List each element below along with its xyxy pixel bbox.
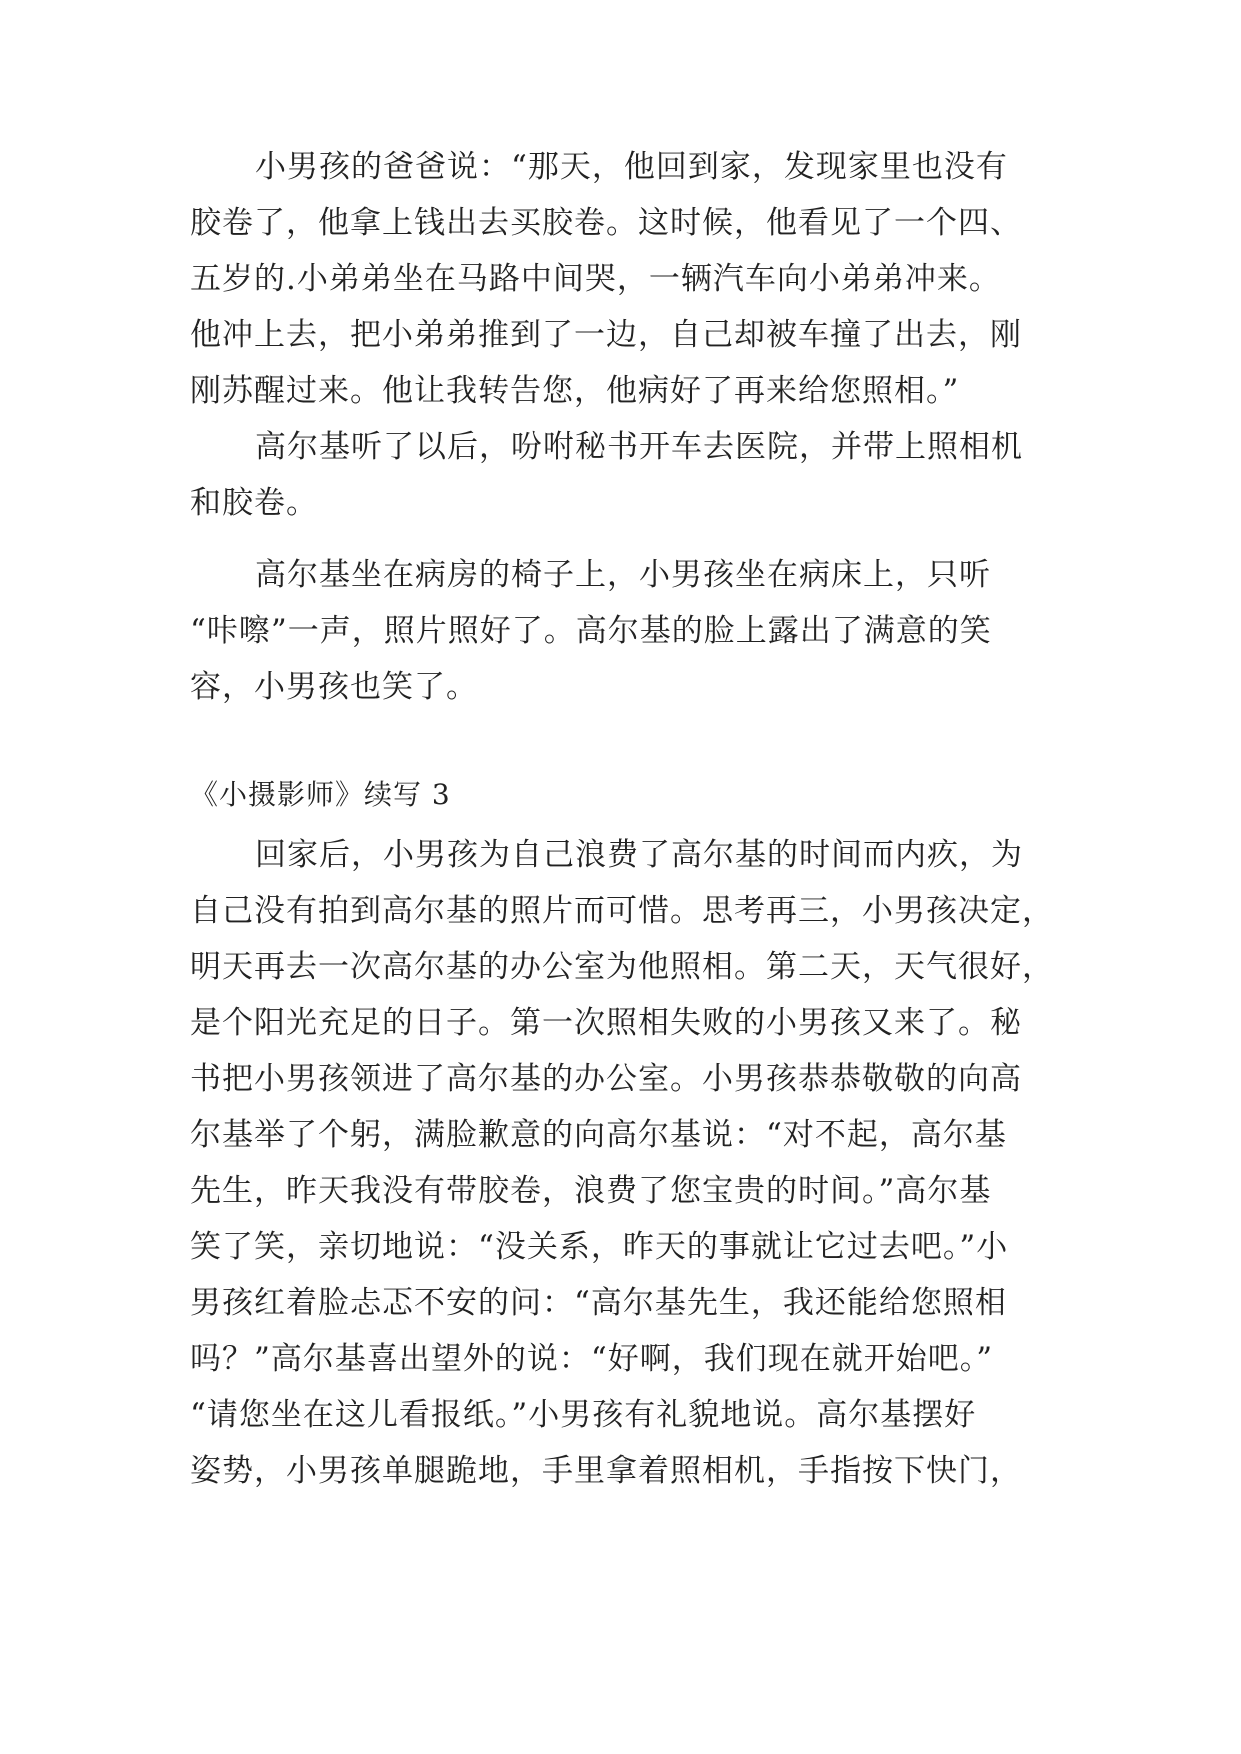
para1-line-4: 他冲上去，把小弟弟推到了一边，自己却被车撞了出去，刚 — [190, 317, 1022, 353]
para4-line-1: 回家后，小男孩为自己浪费了高尔基的时间而内疚，为 — [255, 837, 1023, 873]
para4-line-7: 先生，昨天我没有带胶卷，浪费了您宝贵的时间。”高尔基 — [190, 1173, 992, 1209]
para4-line-3: 明天再去一次高尔基的办公室为他照相。第二天，天气很好， — [190, 949, 1054, 985]
para4-line-2: 自己没有拍到高尔基的照片而可惜。思考再三，小男孩决定， — [190, 893, 1054, 929]
para4-line-6: 尔基举了个躬，满脸歉意的向高尔基说：“对不起，高尔基 — [190, 1117, 1007, 1153]
para4-line-9: 男孩红着脸忐忑不安的问：“高尔基先生，我还能给您照相 — [190, 1285, 1007, 1321]
para4-line-12: 姿势，小男孩单腿跪地，手里拿着照相机，手指按下快门， — [190, 1453, 1022, 1489]
para4-line-8: 笑了笑，亲切地说：“没关系，昨天的事就让它过去吧。”小 — [190, 1229, 1009, 1265]
para2-line-2: 和胶卷。 — [190, 485, 318, 521]
para1-line-5: 刚苏醒过来。他让我转告您，他病好了再来给您照相。” — [190, 373, 960, 409]
para4-line-5: 书把小男孩领进了高尔基的办公室。小男孩恭恭敬敬的向高 — [190, 1061, 1022, 1097]
para3-line-3: 容，小男孩也笑了。 — [190, 669, 478, 705]
para4-line-11: “请您坐在这儿看报纸。”小男孩有礼貌地说。高尔基摆好 — [190, 1397, 977, 1433]
para2-line-1: 高尔基听了以后，吩咐秘书开车去医院，并带上照相机 — [255, 429, 1023, 465]
para4-line-10: 吗？”高尔基喜出望外的说：“好啊，我们现在就开始吧。” — [190, 1341, 994, 1377]
para1-line-2: 胶卷了，他拿上钱出去买胶卷。这时候，他看见了一个四、 — [190, 205, 1022, 241]
para1-line-1: 小男孩的爸爸说：“那天，他回到家，发现家里也没有 — [255, 149, 1008, 185]
para3-line-2: “咔嚓”一声，照片照好了。高尔基的脸上露出了满意的笑 — [190, 613, 992, 649]
para4-line-4: 是个阳光充足的日子。第一次照相失败的小男孩又来了。秘 — [190, 1005, 1022, 1041]
section-heading: 《小摄影师》续写 3 — [190, 778, 451, 811]
para1-line-3: 五岁的.小弟弟坐在马路中间哭，一辆汽车向小弟弟冲来。 — [190, 261, 1001, 297]
para3-line-1: 高尔基坐在病房的椅子上，小男孩坐在病床上，只听 — [255, 557, 991, 593]
